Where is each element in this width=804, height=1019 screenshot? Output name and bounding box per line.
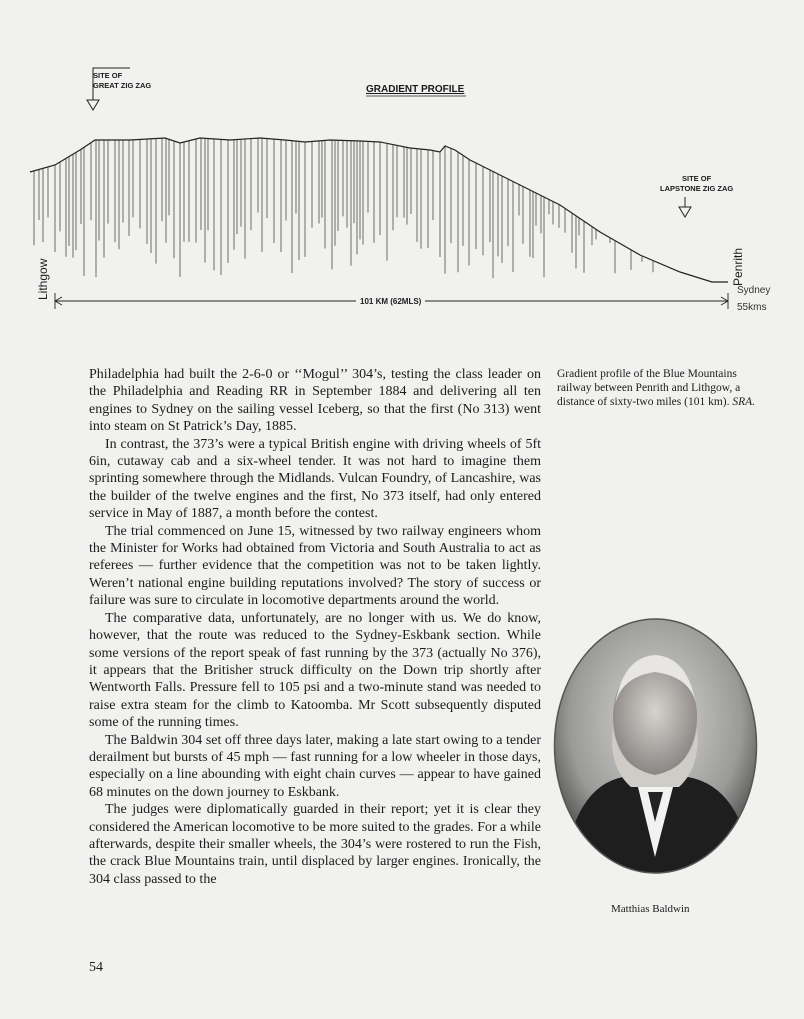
- portrait-caption: Matthias Baldwin: [611, 903, 690, 915]
- paragraph: The judges were diplomatically guarded in their report; yet it is clear they considered the American locomotive to be more suited to the grades. For a while afterwards, despite their smaller wheels, the 304’s were rostered to run the Fish, the crack Blue Mountains train, until displaced by larger engines. Ironically, the 304 class passed to the: [89, 802, 541, 887]
- sydney-label: Sydney: [737, 285, 771, 296]
- gradient-profile-figure: [0, 0, 804, 330]
- gradient-profile-chart: [0, 0, 804, 330]
- paragraph: Philadelphia had built the 2-6-0 or ‘‘Mogul’’ 304’s, testing the class leader on the Philadelphia and Reading RR in September 1884 and delivering all ten engines to Sydney on the sailing vessel Iceberg, so that the first (No 313) went into steam on St Patrick’s Day, 1885.: [89, 367, 541, 435]
- article-body: [89, 366, 541, 888]
- paragraph: The Baldwin 304 set off three days later, making a late start owing to a tender derailment but bursts of 45 mph — fast running for a low wheeler in those days, especially on a line abounding with eight chain curves — appear to have gained 68 minutes on the down journey to Eskbank.: [89, 732, 541, 800]
- caption-source: SRA.: [732, 396, 756, 408]
- distance-label: 101 KM (62MLS): [356, 297, 425, 306]
- site-great-zig-zag: SITE OF GREAT ZIG ZAG: [93, 71, 152, 90]
- figure-title: GRADIENT PROFILE: [366, 84, 465, 95]
- profile-line: [30, 138, 728, 282]
- station-ticks: [34, 138, 653, 278]
- down-arrow-icon: [679, 207, 691, 217]
- down-arrow-icon: [87, 100, 99, 110]
- paragraph: The trial commenced on June 15, witnessed by two railway engineers whom the Minister for Works had obtained from Victoria and South Australia to act as referees — further evidence that the competition was not to be taken lightly. Weren’t national engine building reputations involved? The story of success or failure was sure to circulate in locomotive departments around the world.: [89, 523, 541, 609]
- page-number: 54: [89, 960, 103, 975]
- lithgow-label: Lithgow: [36, 258, 50, 300]
- sydney-kms-label: 55kms: [737, 302, 767, 313]
- portrait-photo: [553, 617, 758, 875]
- figure-caption: Gradient profile of the Blue Mountains railway between Penrith and Lithgow, a distance of sixty-two miles (101 km). SRA.: [557, 368, 756, 408]
- penrith-label: Penrith: [731, 247, 745, 286]
- paragraph: The comparative data, unfortunately, are no longer with us. We do know, however, that the route was reduced to the Sydney-Eskbank section. While some versions of the report speak of fast running by the 373 (actually No 376), it appears that the Britisher struck difficulty on the Down trip shortly after Wentworth Falls. Pressure fell to 105 psi and a two-minute stand was needed to raise extra steam for the climb to Katoomba. Mr Scott subsequently disputed some of the running times.: [89, 610, 541, 731]
- paragraph: In contrast, the 373’s were a typical British engine with driving wheels of 5ft 6in, cutaway cab and a six-wheel tender. It was not hard to imagine them sprinting somewhere through the Midlands. Vulcan Foundry, of Lancashire, was the builder of the twelve engines and the first, No 373 itself, had only entered service in May of 1887, a month before the contest.: [89, 436, 541, 522]
- site-lapstone-zig-zag: SITE OF LAPSTONE ZIG ZAG: [660, 174, 734, 193]
